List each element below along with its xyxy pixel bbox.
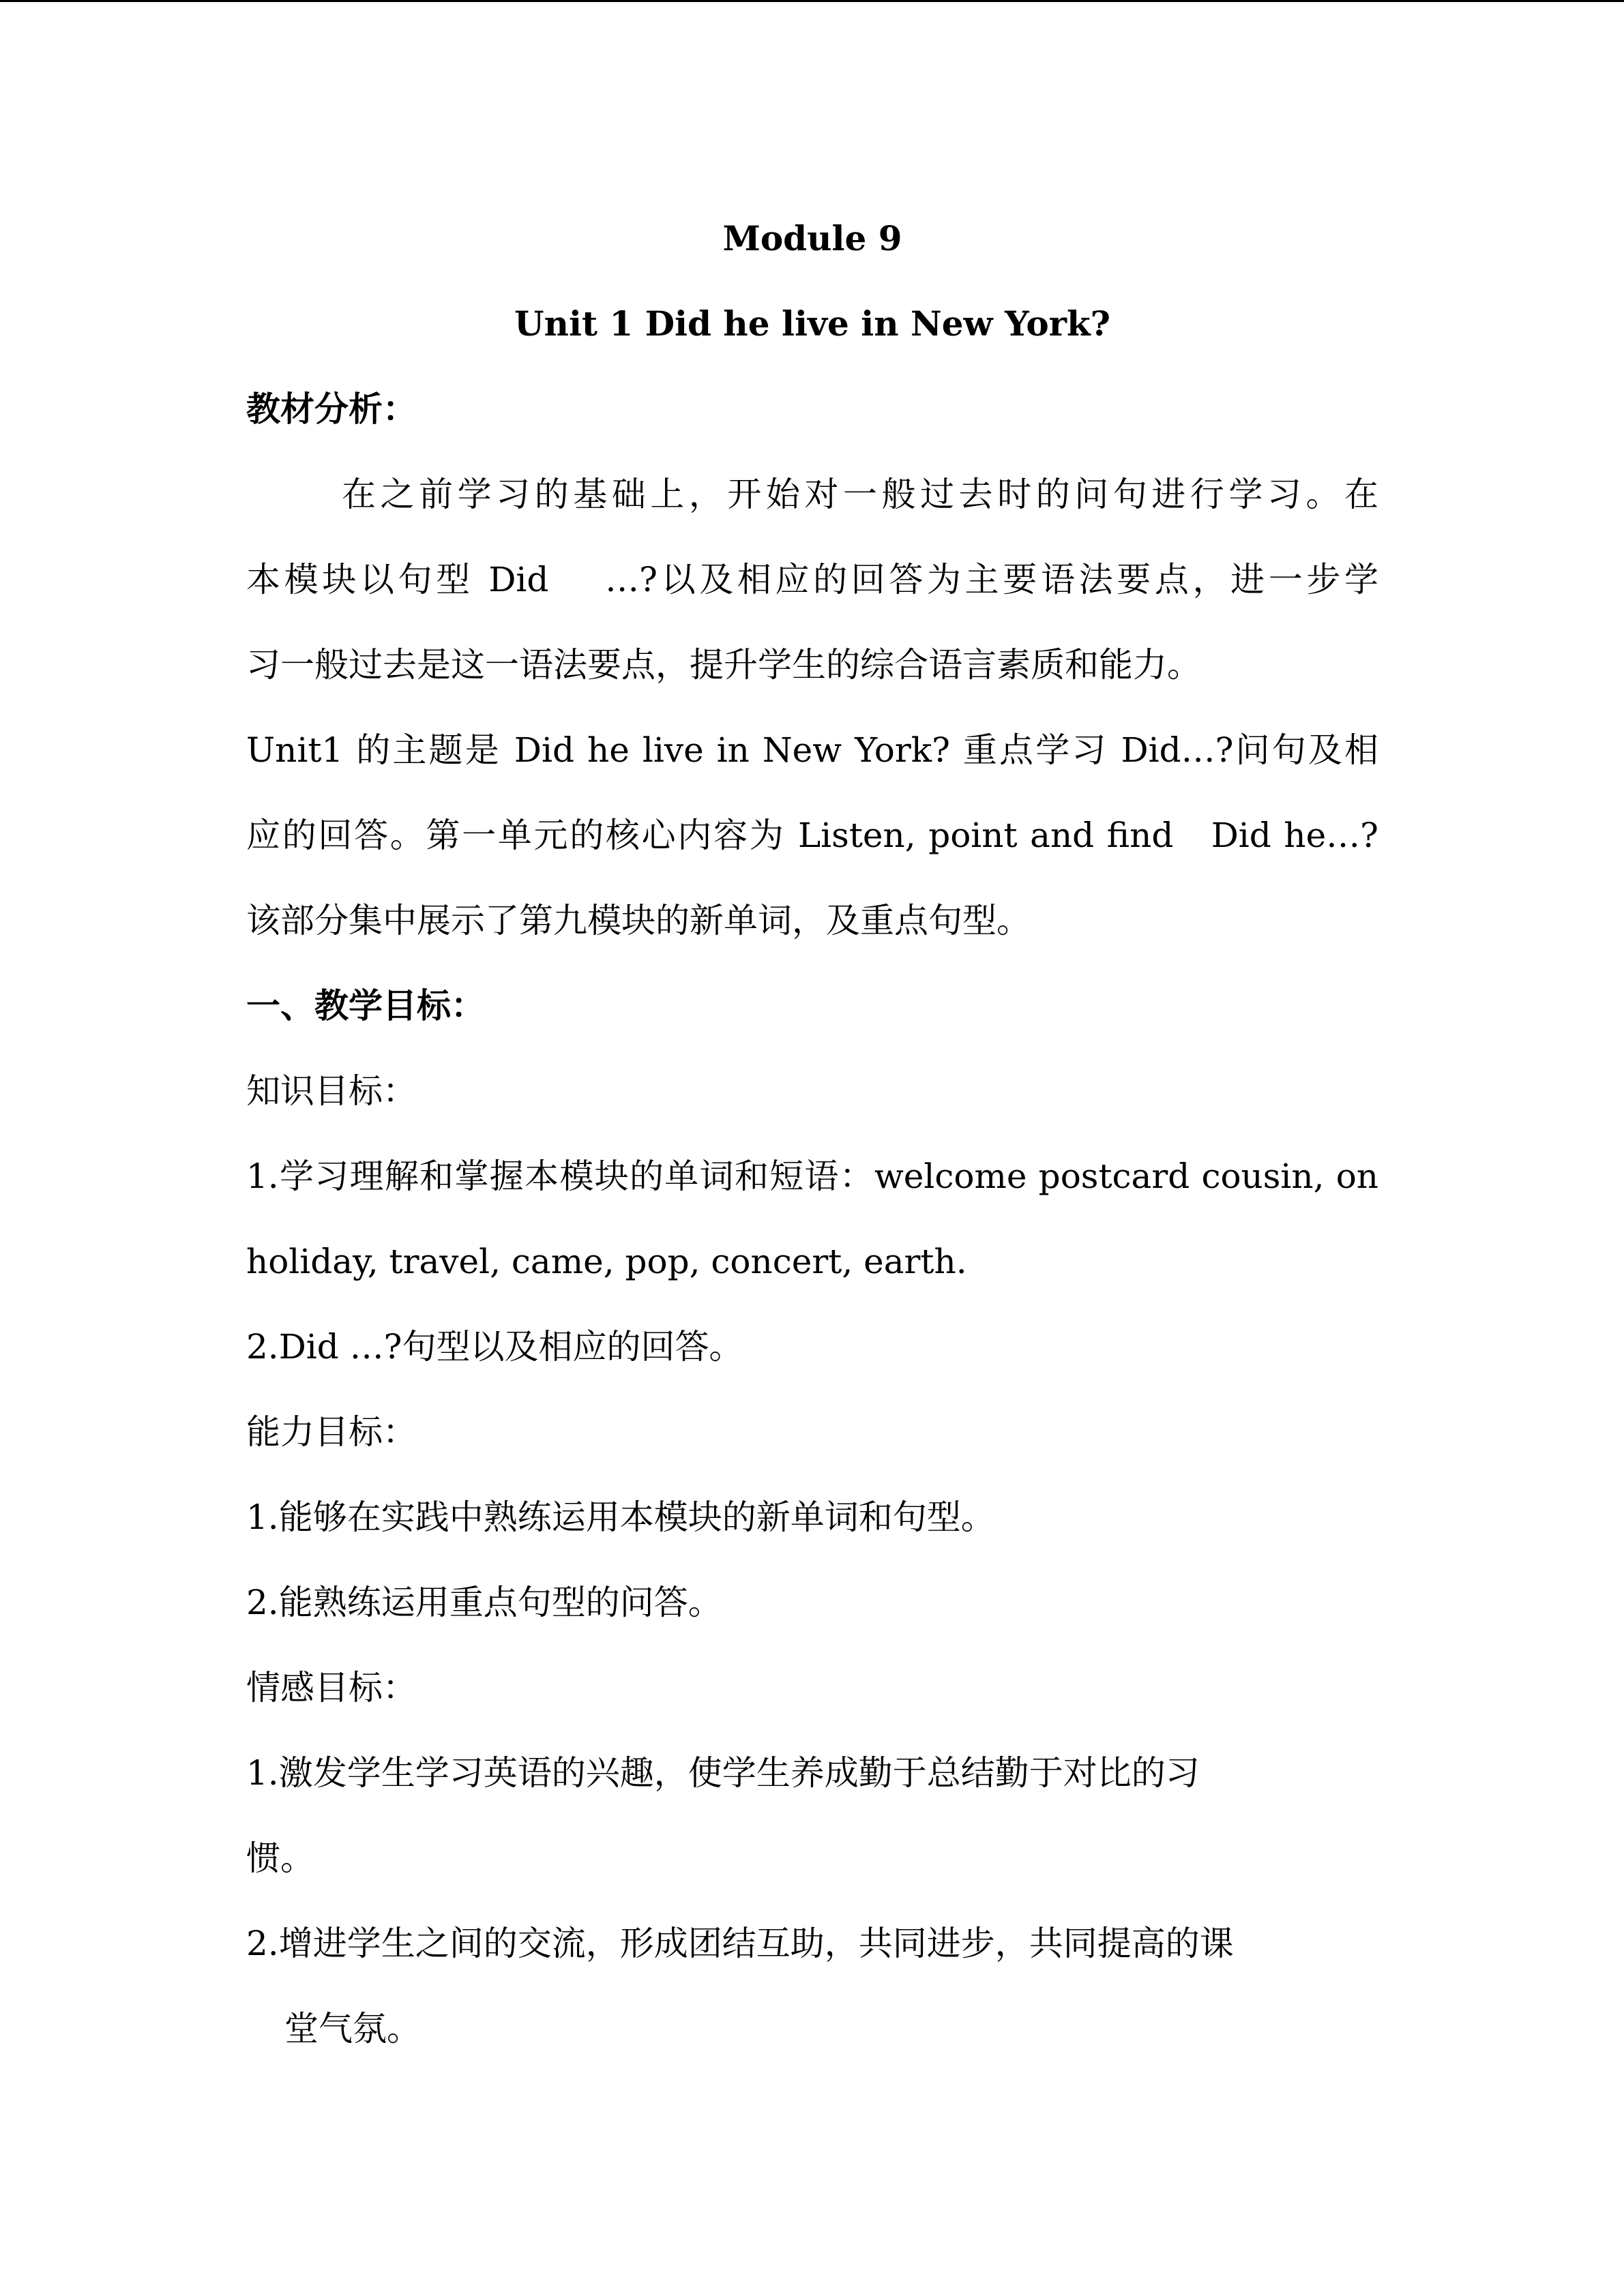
emotion-item-1-cont: 惯。 xyxy=(246,1838,314,1878)
unit-title: Unit 1 Did he live in New York? xyxy=(514,303,1110,344)
knowledge-item-1-cont: holiday, travel, came, pop, concert, earth. xyxy=(246,1242,967,1281)
analysis-line-2: 本模块以句型 Did …?以及相应的回答为主要语法要点，进一步学 xyxy=(246,560,1378,599)
objectives-heading: 一、教学目标： xyxy=(246,985,485,1026)
analysis-line-6: 该部分集中展示了第九模块的新单词，及重点句型。 xyxy=(246,901,1031,940)
emotion-heading: 情感目标： xyxy=(246,1668,417,1708)
analysis-line-5: 应的回答。第一单元的核心内容为 Listen, point and find Did he…? xyxy=(246,816,1378,855)
knowledge-heading: 知识目标： xyxy=(246,1071,417,1111)
ability-heading: 能力目标： xyxy=(246,1412,417,1452)
analysis-line-3: 习一般过去是这一语法要点，提升学生的综合语言素质和能力。 xyxy=(246,645,1201,685)
ability-item-1: 1.能够在实践中熟练运用本模块的新单词和句型。 xyxy=(246,1497,995,1537)
knowledge-item-1: 1.学习理解和掌握本模块的单词和短语：welcome postcard cousin, on xyxy=(246,1157,1378,1196)
ability-item-2: 2.能熟练运用重点句型的问答。 xyxy=(246,1583,722,1622)
knowledge-item-2: 2.Did …?句型以及相应的回答。 xyxy=(246,1327,743,1367)
analysis-line-4: Unit1 的主题是 Did he live in New York? 重点学习 Did…?问句及相 xyxy=(246,730,1378,770)
emotion-item-2: 2.增进学生之间的交流，形成团结互助，共同进步，共同提高的课 xyxy=(246,1924,1234,1963)
emotion-item-2-cont: 堂气氛。 xyxy=(284,2009,421,2048)
emotion-item-1: 1.激发学生学习英语的兴趣，使学生养成勤于总结勤于对比的习 xyxy=(246,1753,1200,1793)
analysis-heading: 教材分析： xyxy=(246,389,417,429)
top-border-line xyxy=(0,0,1624,2)
analysis-line-1: 在之前学习的基础上，开始对一般过去时的问句进行学习。在 xyxy=(342,475,1378,514)
module-title: Module 9 xyxy=(722,218,902,258)
